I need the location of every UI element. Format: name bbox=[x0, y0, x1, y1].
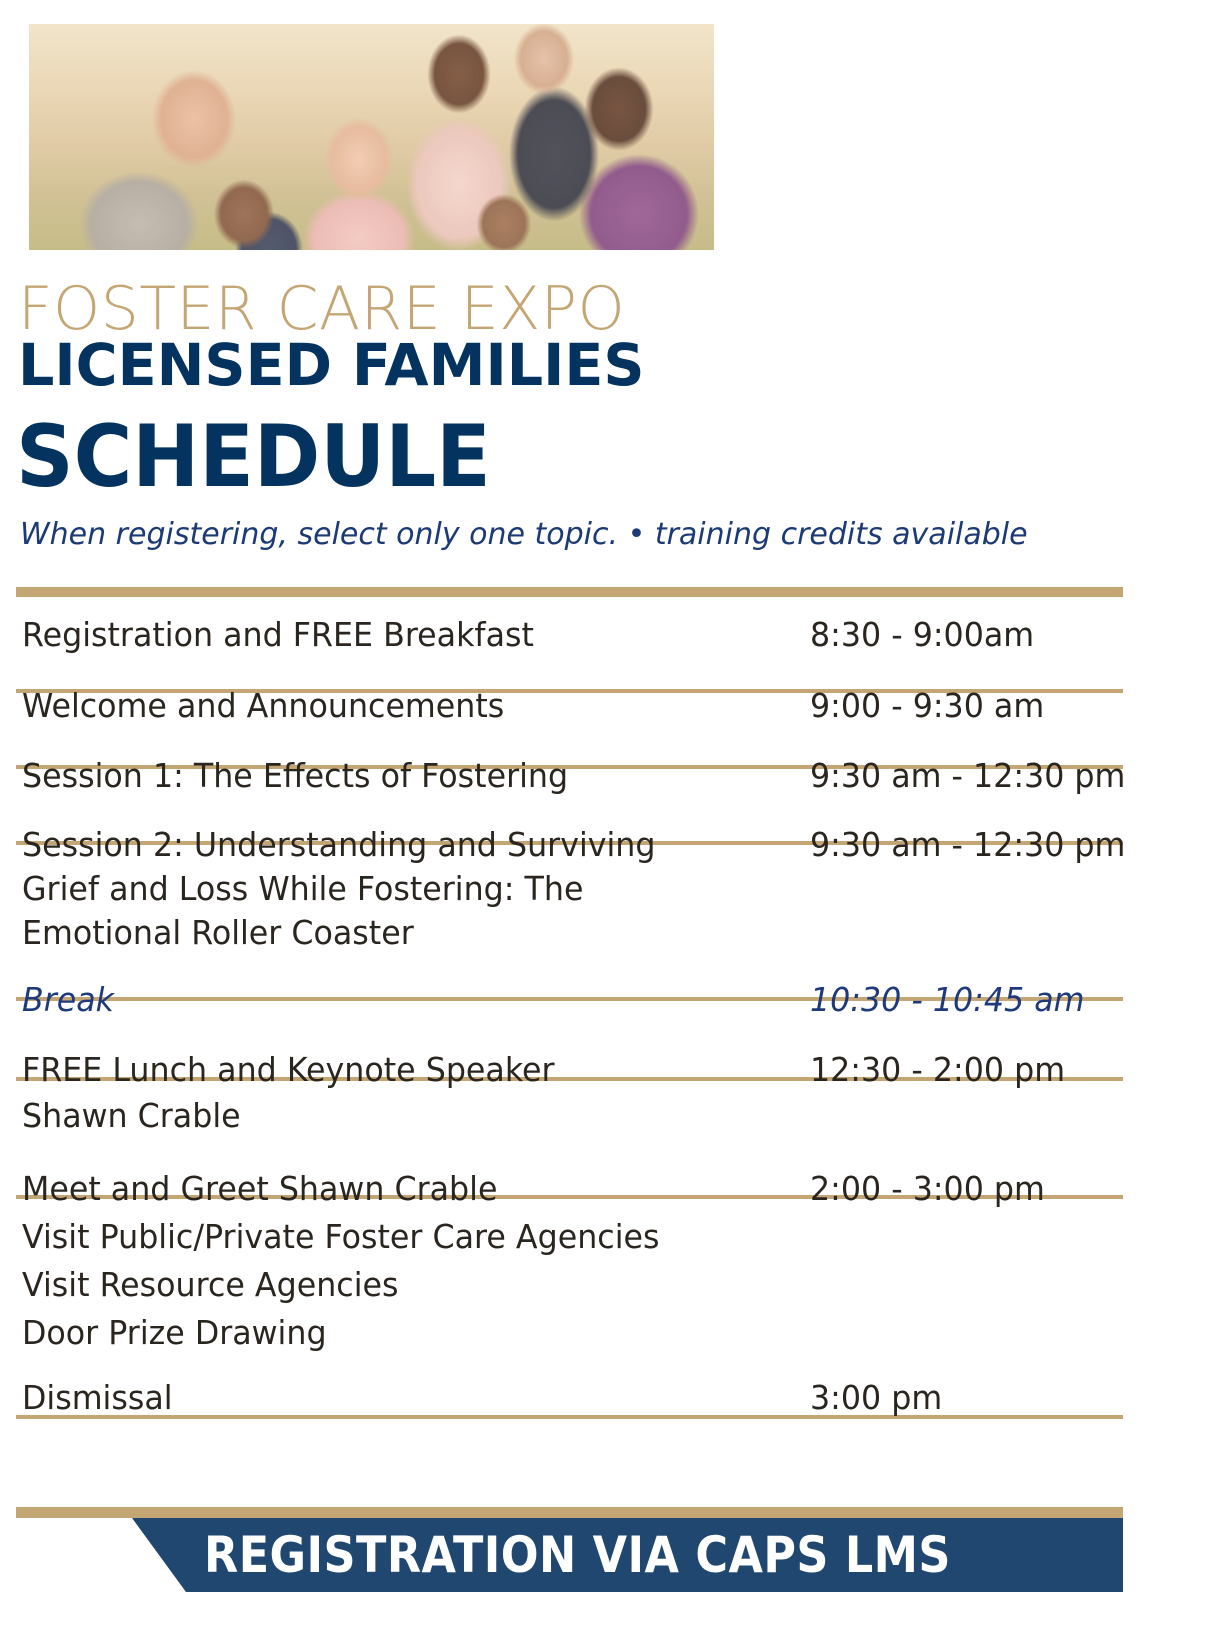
row-label bbox=[22, 612, 534, 658]
row-time: 9:30 am - 12:30 pm bbox=[810, 825, 1126, 864]
photo-warm-overlay bbox=[29, 24, 714, 250]
row-time: 2:00 - 3:00 pm bbox=[810, 1169, 1045, 1208]
row-label-line: Dismissal bbox=[22, 1378, 173, 1417]
row-label bbox=[22, 1375, 173, 1421]
row-label-line: FREE Lunch and Keynote Speaker bbox=[22, 1050, 555, 1089]
row-label-line: Break bbox=[22, 980, 115, 1019]
row-time: 9:30 am - 12:30 pm bbox=[810, 756, 1126, 795]
event-title: FOSTER CARE EXPO bbox=[18, 274, 626, 344]
row-label-line: Welcome and Announcements bbox=[22, 686, 505, 725]
row-label-line: Session 2: Understanding and Surviving bbox=[22, 825, 656, 864]
row-label-line: Session 1: The Effects of Fostering bbox=[22, 756, 569, 795]
row-time: 3:00 pm bbox=[810, 1378, 943, 1417]
row-time: 10:30 - 10:45 am bbox=[810, 980, 1085, 1019]
footer-divider bbox=[16, 1507, 1123, 1518]
row-divider bbox=[16, 1415, 1123, 1419]
row-label bbox=[22, 753, 568, 799]
header-divider bbox=[16, 587, 1123, 597]
row-label-line: Shawn Crable bbox=[22, 1096, 241, 1135]
row-label-line: Visit Public/Private Foster Care Agencies bbox=[22, 1217, 660, 1256]
page-title: SCHEDULE bbox=[16, 407, 491, 507]
row-time: 12:30 - 2:00 pm bbox=[810, 1050, 1066, 1089]
row-label-line: Grief and Loss While Fostering: The bbox=[22, 869, 584, 908]
row-label bbox=[22, 1165, 660, 1357]
row-label-line: Emotional Roller Coaster bbox=[22, 913, 414, 952]
audience-title: LICENSED FAMILIES bbox=[18, 331, 645, 399]
row-label bbox=[22, 683, 504, 729]
row-label-line: Visit Resource Agencies bbox=[22, 1265, 399, 1304]
registration-banner-text: REGISTRATION VIA CAPS LMS bbox=[204, 1526, 951, 1584]
registration-note: When registering, select only one topic. • training credits available bbox=[20, 517, 1028, 552]
row-label-line: Registration and FREE Breakfast bbox=[22, 615, 534, 654]
row-time: 9:00 - 9:30 am bbox=[810, 686, 1045, 725]
row-label bbox=[22, 1047, 555, 1139]
row-time: 8:30 - 9:00am bbox=[810, 615, 1035, 654]
row-label bbox=[22, 823, 655, 955]
hero-family-photo bbox=[29, 24, 714, 250]
row-label-line: Meet and Greet Shawn Crable bbox=[22, 1169, 498, 1208]
row-label bbox=[22, 977, 114, 1023]
row-label-line: Door Prize Drawing bbox=[22, 1313, 327, 1352]
